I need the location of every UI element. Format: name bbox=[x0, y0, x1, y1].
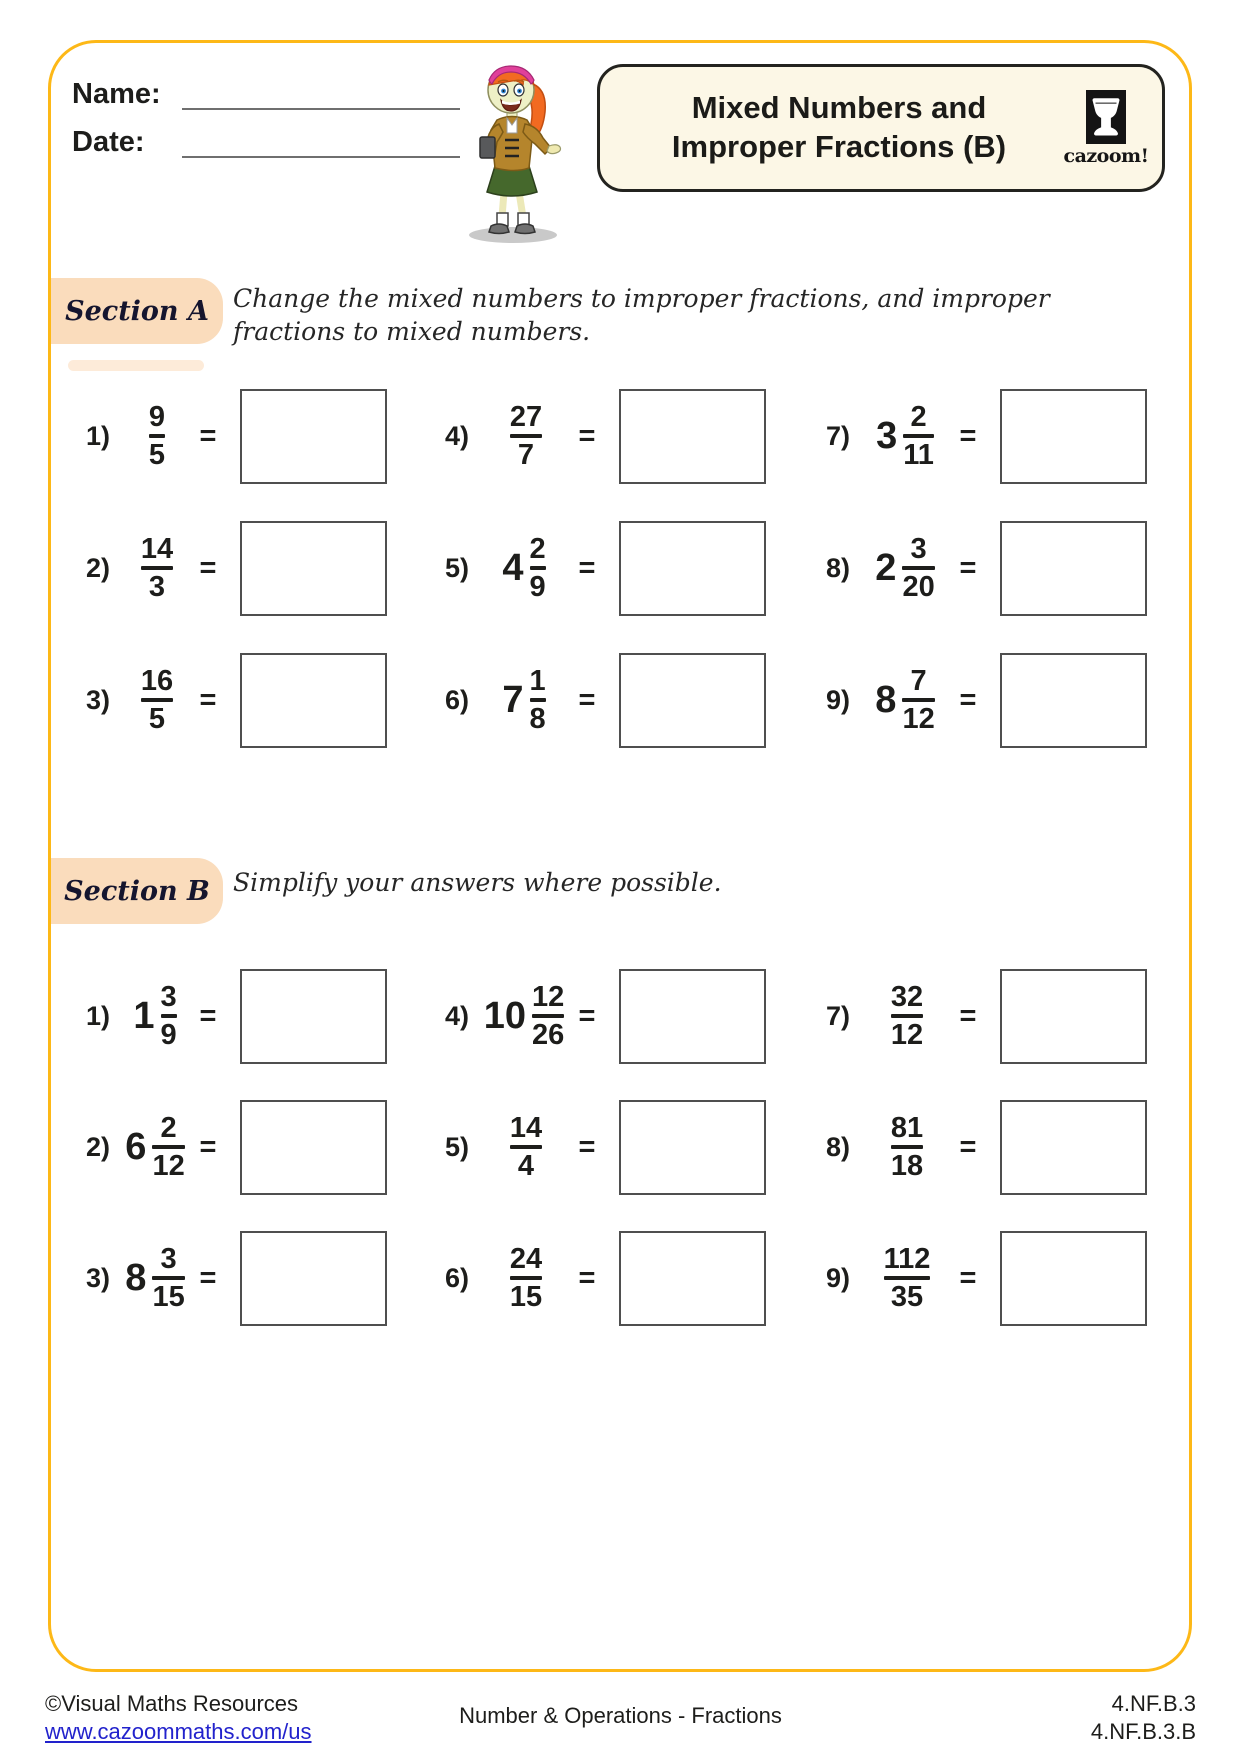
equals-sign: = bbox=[959, 1130, 977, 1163]
problem-b7 bbox=[826, 968, 1147, 1064]
fraction bbox=[145, 402, 169, 470]
problem-a2 bbox=[86, 520, 387, 616]
answer-box-a5[interactable] bbox=[619, 521, 766, 616]
problem-b3 bbox=[86, 1230, 387, 1326]
equals-sign: = bbox=[578, 999, 596, 1032]
fraction-expression bbox=[485, 1113, 567, 1181]
problem-b1 bbox=[86, 968, 387, 1064]
whole-number: 6 bbox=[125, 1125, 147, 1168]
answer-box-b7[interactable] bbox=[1000, 969, 1147, 1064]
fraction-bar bbox=[141, 566, 173, 570]
whole-number: 7 bbox=[502, 678, 524, 721]
equals-sign: = bbox=[959, 419, 977, 452]
equals-sign: = bbox=[578, 683, 596, 716]
title-line-2: Improper Fractions (B) bbox=[671, 129, 1007, 164]
fraction-expression bbox=[485, 666, 567, 734]
fraction bbox=[157, 982, 181, 1050]
problem-a5 bbox=[445, 520, 766, 616]
denominator: 5 bbox=[148, 438, 166, 471]
fraction bbox=[887, 982, 927, 1050]
fraction bbox=[880, 1244, 935, 1312]
equals-sign: = bbox=[199, 1261, 217, 1294]
answer-box-a9[interactable] bbox=[1000, 653, 1147, 748]
equals-sign: = bbox=[199, 419, 217, 452]
whole-number: 8 bbox=[125, 1256, 147, 1299]
equals-sign: = bbox=[199, 683, 217, 716]
numerator: 14 bbox=[140, 532, 174, 565]
fraction bbox=[887, 1113, 927, 1181]
answer-box-b3[interactable] bbox=[240, 1231, 387, 1326]
name-input-line[interactable] bbox=[182, 80, 460, 110]
problem-a7 bbox=[826, 388, 1147, 484]
name-label: Name: bbox=[72, 78, 161, 110]
problem-a1 bbox=[86, 388, 387, 484]
equals-sign: = bbox=[199, 999, 217, 1032]
answer-box-a7[interactable] bbox=[1000, 389, 1147, 484]
problem-b5 bbox=[445, 1099, 766, 1195]
standard-code-1: 4.NF.B.3 bbox=[1111, 1691, 1196, 1716]
problem-number: 3) bbox=[86, 684, 111, 715]
problem-a8 bbox=[826, 520, 1147, 616]
problem-number: 6) bbox=[445, 1262, 470, 1293]
section-a-instructions-line1: Change the mixed numbers to improper fractions, and improper bbox=[233, 284, 1050, 313]
footer-topic: Number & Operations - Fractions bbox=[459, 1703, 782, 1728]
fraction-bar bbox=[152, 1145, 184, 1149]
problem-b2 bbox=[86, 1099, 387, 1195]
fraction bbox=[137, 534, 177, 602]
denominator: 12 bbox=[890, 1018, 924, 1051]
fraction-expression bbox=[126, 982, 188, 1050]
equals-sign: = bbox=[578, 419, 596, 452]
problem-number: 9) bbox=[826, 684, 851, 715]
problem-number: 2) bbox=[86, 1131, 111, 1162]
fraction-bar bbox=[530, 566, 546, 570]
equals-sign: = bbox=[959, 683, 977, 716]
answer-box-b5[interactable] bbox=[619, 1100, 766, 1195]
answer-box-a6[interactable] bbox=[619, 653, 766, 748]
equals-sign: = bbox=[578, 1261, 596, 1294]
fraction bbox=[148, 1244, 188, 1312]
fraction-expression bbox=[126, 1113, 188, 1181]
cazoom-logo bbox=[1060, 90, 1152, 167]
numerator: 1 bbox=[529, 664, 546, 697]
problem-number: 7) bbox=[826, 1000, 851, 1031]
fraction-bar bbox=[152, 1276, 184, 1280]
schoolgirl-icon bbox=[446, 54, 578, 246]
whole-number: 3 bbox=[876, 414, 898, 457]
problem-number: 2) bbox=[86, 552, 111, 583]
fraction-bar bbox=[149, 434, 165, 438]
numerator: 112 bbox=[883, 1242, 931, 1275]
fraction-bar bbox=[510, 1145, 542, 1149]
fraction bbox=[506, 1113, 546, 1181]
fraction-expression bbox=[126, 1244, 188, 1312]
problem-number: 4) bbox=[445, 420, 470, 451]
denominator: 4 bbox=[517, 1149, 535, 1182]
fraction bbox=[506, 1244, 546, 1312]
problem-number: 8) bbox=[826, 1131, 851, 1162]
denominator: 5 bbox=[148, 702, 166, 735]
numerator: 3 bbox=[160, 1242, 177, 1275]
fraction-expression bbox=[485, 1244, 567, 1312]
fraction-bar bbox=[902, 698, 934, 702]
fraction bbox=[506, 402, 546, 470]
fraction-expression bbox=[866, 402, 948, 470]
title-line-1: Mixed Numbers and bbox=[691, 90, 987, 126]
answer-box-a4[interactable] bbox=[619, 389, 766, 484]
problem-number: 8) bbox=[826, 552, 851, 583]
answer-box-a1[interactable] bbox=[240, 389, 387, 484]
problem-number: 4) bbox=[445, 1000, 470, 1031]
schoolgirl-illustration bbox=[446, 54, 578, 251]
numerator: 9 bbox=[148, 400, 166, 433]
equals-sign: = bbox=[199, 551, 217, 584]
fraction-expression bbox=[126, 402, 188, 470]
equals-sign: = bbox=[959, 999, 977, 1032]
fraction bbox=[148, 1113, 188, 1181]
denominator: 18 bbox=[890, 1149, 924, 1182]
fraction-expression bbox=[126, 666, 188, 734]
answer-box-b9[interactable] bbox=[1000, 1231, 1147, 1326]
fraction bbox=[526, 666, 550, 734]
numerator: 12 bbox=[532, 980, 565, 1013]
fraction-bar bbox=[141, 698, 173, 702]
problem-b6 bbox=[445, 1230, 766, 1326]
numerator: 14 bbox=[509, 1111, 543, 1144]
worksheet-title bbox=[618, 89, 1060, 167]
denominator: 7 bbox=[517, 438, 535, 471]
equals-sign: = bbox=[199, 1130, 217, 1163]
fraction-expression bbox=[866, 982, 948, 1050]
numerator: 27 bbox=[509, 400, 543, 433]
fraction-bar bbox=[530, 698, 546, 702]
answer-box-b1[interactable] bbox=[240, 969, 387, 1064]
fraction-expression bbox=[866, 534, 948, 602]
equals-sign: = bbox=[578, 551, 596, 584]
denominator: 3 bbox=[148, 570, 166, 603]
equals-sign: = bbox=[959, 1261, 977, 1294]
problem-number: 9) bbox=[826, 1262, 851, 1293]
denominator: 9 bbox=[160, 1018, 177, 1051]
fraction-bar bbox=[884, 1276, 931, 1280]
fraction bbox=[898, 666, 938, 734]
problem-b9 bbox=[826, 1230, 1147, 1326]
section-a-label: Section A bbox=[51, 278, 223, 344]
fraction-expression bbox=[126, 534, 188, 602]
numerator: 24 bbox=[509, 1242, 543, 1275]
numerator: 3 bbox=[160, 980, 177, 1013]
numerator: 2 bbox=[910, 400, 927, 433]
problem-number: 6) bbox=[445, 684, 470, 715]
denominator: 12 bbox=[902, 702, 935, 735]
problem-number: 1) bbox=[86, 1000, 111, 1031]
answer-box-b4[interactable] bbox=[619, 969, 766, 1064]
worksheet-title-box bbox=[597, 64, 1165, 192]
section-a-instructions bbox=[233, 282, 1050, 348]
problem-number: 5) bbox=[445, 552, 470, 583]
fraction-expression bbox=[485, 402, 567, 470]
fraction-bar bbox=[891, 1014, 923, 1018]
answer-box-a3[interactable] bbox=[240, 653, 387, 748]
fraction bbox=[899, 402, 938, 470]
problem-number: 5) bbox=[445, 1131, 470, 1162]
problem-a9 bbox=[826, 652, 1147, 748]
equals-sign: = bbox=[578, 1130, 596, 1163]
numerator: 81 bbox=[890, 1111, 924, 1144]
problem-a4 bbox=[445, 388, 766, 484]
fraction-bar bbox=[902, 566, 934, 570]
numerator: 7 bbox=[910, 664, 927, 697]
answer-box-a8[interactable] bbox=[1000, 521, 1147, 616]
fraction-expression bbox=[485, 982, 567, 1050]
fraction-expression bbox=[866, 1113, 948, 1181]
denominator: 26 bbox=[532, 1018, 565, 1051]
copyright-text: ©Visual Maths Resources bbox=[45, 1691, 299, 1716]
denominator: 35 bbox=[890, 1280, 924, 1313]
denominator: 15 bbox=[509, 1280, 543, 1313]
numerator: 16 bbox=[140, 664, 174, 697]
section-b-instructions: Simplify your answers where possible. bbox=[233, 868, 722, 897]
date-input-line[interactable] bbox=[182, 128, 460, 158]
denominator: 9 bbox=[529, 570, 546, 603]
fraction-expression bbox=[866, 1244, 948, 1312]
numerator: 3 bbox=[910, 532, 927, 565]
section-b-label: Section B bbox=[51, 858, 223, 924]
problem-number: 1) bbox=[86, 420, 111, 451]
problem-b8 bbox=[826, 1099, 1147, 1195]
fraction-bar bbox=[532, 1014, 564, 1018]
fraction-bar bbox=[161, 1014, 177, 1018]
cazoom-logo-text: cazoom! bbox=[1063, 144, 1149, 167]
fraction bbox=[137, 666, 177, 734]
denominator: 20 bbox=[902, 570, 935, 603]
problem-number: 3) bbox=[86, 1262, 111, 1293]
denominator: 12 bbox=[152, 1149, 185, 1182]
denominator: 11 bbox=[903, 438, 934, 471]
fraction-bar bbox=[891, 1145, 923, 1149]
fraction-expression bbox=[485, 534, 567, 602]
website-link[interactable]: www.cazoommaths.com/us bbox=[45, 1719, 312, 1745]
answer-box-b6[interactable] bbox=[619, 1231, 766, 1326]
section-a-label-underlay bbox=[68, 360, 204, 371]
answer-box-a2[interactable] bbox=[240, 521, 387, 616]
fraction-expression bbox=[866, 666, 948, 734]
answer-box-b8[interactable] bbox=[1000, 1100, 1147, 1195]
whole-number: 8 bbox=[875, 678, 897, 721]
whole-number: 1 bbox=[133, 994, 155, 1037]
fraction bbox=[526, 534, 550, 602]
fraction bbox=[898, 534, 938, 602]
section-a-instructions-line2: fractions to mixed numbers. bbox=[233, 317, 591, 346]
whole-number: 10 bbox=[483, 994, 527, 1037]
fraction-bar bbox=[510, 1276, 542, 1280]
answer-box-b2[interactable] bbox=[240, 1100, 387, 1195]
numerator: 2 bbox=[160, 1111, 177, 1144]
djembe-drum-icon bbox=[1086, 90, 1126, 144]
problem-b4 bbox=[445, 968, 766, 1064]
equals-sign: = bbox=[959, 551, 977, 584]
fraction bbox=[528, 982, 568, 1050]
numerator: 32 bbox=[890, 980, 924, 1013]
problem-a3 bbox=[86, 652, 387, 748]
whole-number: 4 bbox=[502, 546, 524, 589]
footer-standards bbox=[1091, 1690, 1196, 1746]
whole-number: 2 bbox=[875, 546, 897, 589]
numerator: 2 bbox=[529, 532, 546, 565]
problem-a6 bbox=[445, 652, 766, 748]
problem-number: 7) bbox=[826, 420, 851, 451]
denominator: 15 bbox=[152, 1280, 185, 1313]
fraction-bar bbox=[903, 434, 934, 438]
date-label: Date: bbox=[72, 126, 145, 158]
denominator: 8 bbox=[529, 702, 546, 735]
standard-code-2: 4.NF.B.3.B bbox=[1090, 1719, 1196, 1745]
fraction-bar bbox=[510, 434, 542, 438]
